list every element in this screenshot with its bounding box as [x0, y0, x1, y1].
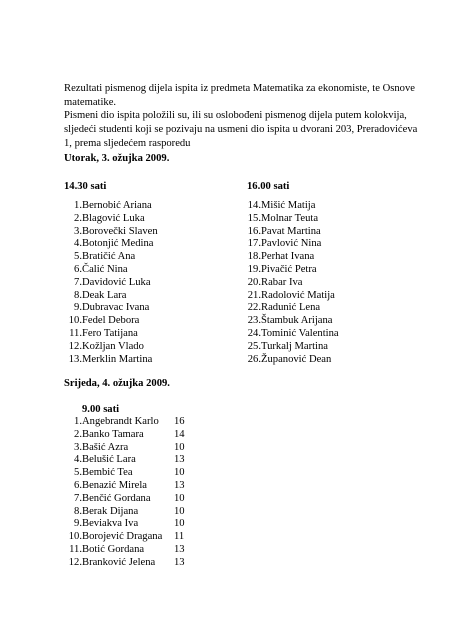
list-item — [64, 290, 158, 303]
item-number: 24. — [247, 327, 261, 339]
student-name: Deak Lara — [82, 289, 127, 301]
student-name: Banko Tamara — [82, 428, 144, 440]
list-item — [247, 264, 339, 277]
student-name: Berak Dijana — [82, 505, 139, 517]
list-item — [64, 467, 185, 480]
list-item — [247, 251, 339, 264]
student-score: 10 — [174, 441, 185, 453]
item-number: 21. — [247, 289, 261, 301]
list-item — [247, 226, 339, 239]
student-name: Bašić Azra — [82, 441, 129, 453]
student-name: Borovečki Slaven — [82, 225, 158, 237]
student-name: Beviakva Iva — [82, 518, 139, 530]
item-number: 10. — [68, 531, 82, 543]
student-name: Mišić Matija — [261, 200, 316, 211]
item-number: 4. — [74, 238, 82, 250]
list-item — [64, 354, 158, 367]
intro-paragraph — [64, 82, 424, 151]
student-name: Branković Jelena — [82, 556, 156, 568]
list-item — [64, 479, 185, 493]
item-number: 6. — [74, 263, 82, 275]
item-number: 3. — [74, 441, 82, 453]
student-name: Pivačić Petra — [261, 263, 317, 275]
list-item — [64, 556, 185, 570]
list-item — [64, 277, 158, 290]
student-name: Štambuk Arijana — [261, 315, 333, 327]
student-name: Benčić Gordana — [82, 492, 151, 504]
list-item — [64, 328, 158, 341]
item-number: 1. — [74, 416, 82, 427]
student-score: 10 — [174, 467, 185, 479]
student-name: Davidović Luka — [82, 276, 151, 288]
item-number: 19. — [247, 263, 261, 275]
list-item — [247, 238, 339, 251]
student-name: Čalić Nina — [82, 263, 128, 275]
item-number: 4. — [74, 454, 82, 466]
list-item — [247, 277, 339, 290]
student-score: 10 — [174, 518, 185, 530]
item-number: 6. — [74, 479, 82, 491]
student-name: Fedel Debora — [82, 315, 140, 327]
item-number: 8. — [74, 505, 82, 517]
item-number: 1. — [74, 200, 82, 211]
student-name: Bembić Tea — [82, 467, 133, 479]
student-name: Benazić Mirela — [82, 479, 148, 491]
item-number: 7. — [74, 492, 82, 504]
list-item — [247, 354, 339, 367]
student-name: Botonjić Medina — [82, 238, 154, 250]
list-item — [64, 416, 185, 429]
student-name: Turkalj Martina — [261, 340, 328, 352]
list-item — [64, 200, 158, 213]
student-score: 13 — [174, 479, 185, 491]
item-number: 18. — [247, 251, 261, 263]
item-number: 2. — [74, 212, 82, 224]
list-item — [64, 531, 185, 544]
day2-title: Srijeda, 4. ožujka 2009. — [64, 378, 170, 389]
student-name: Županović Dean — [261, 353, 332, 365]
student-name: Perhat Ivana — [261, 251, 315, 263]
student-score: 11 — [174, 531, 185, 543]
list-item — [64, 454, 185, 467]
day1-slot2-time: 16.00 sati — [247, 181, 290, 192]
item-number: 15. — [247, 212, 261, 224]
student-name: Tominić Valentina — [261, 327, 339, 339]
list-item — [64, 518, 185, 531]
student-name: Borojević Dragana — [82, 531, 163, 543]
student-name: Bratičić Ana — [82, 251, 136, 263]
item-number: 8. — [74, 289, 82, 301]
item-number: 13. — [68, 353, 82, 365]
item-number: 22. — [247, 302, 261, 314]
student-name: Radolović Matija — [261, 289, 335, 301]
item-number: 3. — [74, 225, 82, 237]
list-item — [64, 441, 185, 455]
student-name: Botić Gordana — [82, 543, 145, 555]
student-name: Radunić Lena — [261, 302, 321, 314]
intro-line-2: Pismeni dio ispita položili su, ili su oslobođeni pismenog dijela putem kolokvija, sljedeći studenti koji se pozivaju na usmeni dio ispita u dvorani 203, Preradovićeva 1, prema sljedećem rasporedu — [64, 110, 418, 149]
student-score: 13 — [174, 543, 185, 555]
list-item — [247, 315, 339, 328]
list-item — [64, 213, 158, 226]
list-item — [64, 238, 158, 251]
list-item — [64, 428, 185, 442]
list-item — [64, 251, 158, 264]
item-number: 7. — [74, 276, 82, 288]
student-name: Kožljan Vlado — [82, 340, 144, 352]
student-score: 13 — [174, 556, 185, 568]
student-name: Angebrandt Karlo — [82, 416, 159, 427]
student-score: 13 — [174, 454, 185, 466]
list-item — [247, 213, 339, 226]
item-number: 11. — [69, 327, 82, 339]
list-item — [247, 302, 339, 315]
day1-slot1-list — [64, 200, 158, 366]
item-number: 11. — [69, 543, 82, 555]
student-name: Rabar Iva — [261, 276, 303, 288]
item-number: 5. — [74, 467, 82, 479]
day1-slot1-time: 14.30 sati — [64, 181, 107, 192]
item-number: 23. — [247, 315, 261, 327]
day1-title: Utorak, 3. ožujka 2009. — [64, 153, 170, 164]
item-number: 17. — [247, 238, 261, 250]
item-number: 20. — [247, 276, 261, 288]
student-score: 16 — [174, 416, 185, 427]
list-item — [247, 200, 339, 213]
item-number: 16. — [247, 225, 261, 237]
student-score: 14 — [174, 428, 185, 440]
list-item — [247, 290, 339, 303]
item-number: 12. — [68, 340, 82, 352]
list-item — [64, 505, 185, 519]
student-score: 10 — [174, 505, 185, 517]
list-item — [247, 328, 339, 341]
list-item — [64, 543, 185, 557]
list-item — [64, 264, 158, 277]
item-number: 14. — [247, 200, 261, 211]
student-name: Pavat Martina — [261, 225, 321, 237]
student-name: Fero Tatijana — [82, 327, 138, 339]
list-item — [64, 315, 158, 328]
student-name: Pavlović Nina — [261, 238, 322, 250]
item-number: 5. — [74, 251, 82, 263]
item-number: 2. — [74, 428, 82, 440]
item-number: 10. — [68, 315, 82, 327]
intro-line-1: Rezultati pismenog dijela ispita iz predmeta Matematika za ekonomiste, te Osnove matematike. — [64, 83, 415, 108]
item-number: 26. — [247, 353, 261, 365]
student-name: Belušić Lara — [82, 454, 136, 466]
list-item — [64, 341, 158, 354]
student-name: Molnar Teuta — [261, 212, 319, 224]
list-item — [64, 226, 158, 239]
day2-slot1-list — [64, 416, 185, 570]
item-number: 12. — [68, 556, 82, 568]
student-name: Dubravac Ivana — [82, 302, 150, 314]
student-name: Blagović Luka — [82, 212, 145, 224]
day1-slot2-list — [247, 200, 339, 366]
student-score: 10 — [174, 492, 185, 504]
day2-slot1-time: 9.00 sati — [82, 404, 120, 415]
list-item — [64, 492, 185, 506]
item-number: 9. — [74, 518, 82, 530]
list-item — [64, 302, 158, 315]
student-name: Merklin Martina — [82, 353, 153, 365]
item-number: 25. — [247, 340, 261, 352]
student-name: Bernobić Ariana — [82, 200, 152, 211]
item-number: 9. — [74, 302, 82, 314]
list-item — [247, 341, 339, 354]
